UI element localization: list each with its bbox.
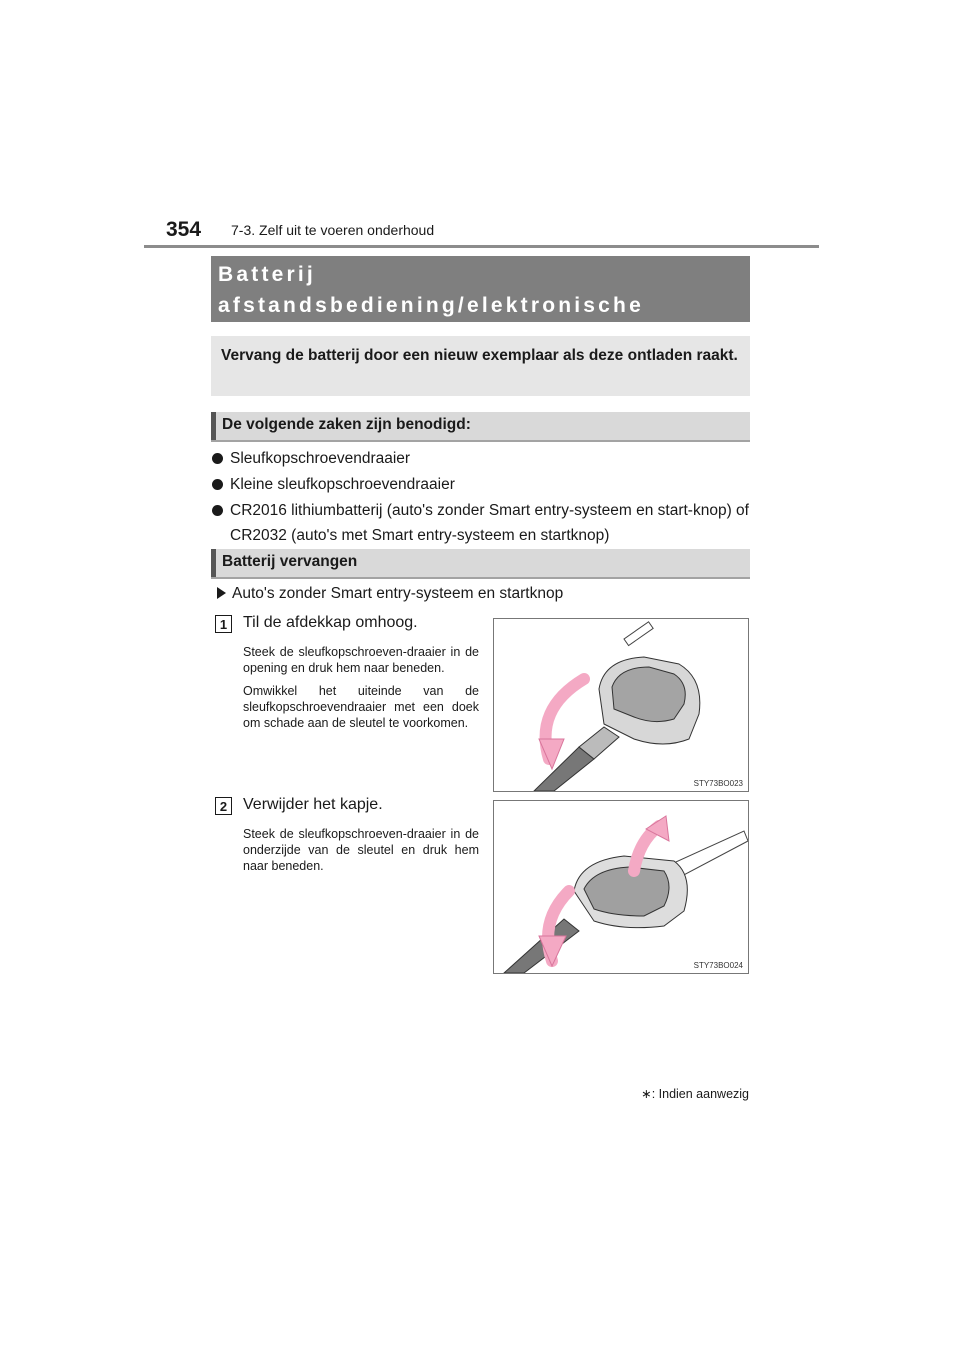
step-title: Til de afdekkap omhoog.	[243, 614, 418, 631]
figure-code: STY73BO023	[693, 779, 743, 788]
needed-list	[211, 446, 751, 549]
header-rule	[144, 245, 819, 248]
step-description: Steek de sleufkopschroeven-draaier in de onderzijde van de sleutel en druk hem naar beneden.	[243, 827, 479, 873]
intro-box	[211, 336, 750, 396]
figure-code: STY73BO024	[693, 961, 743, 970]
triangle-icon	[217, 587, 226, 599]
section-title: 7-3. Zelf uit te voeren onderhoud	[231, 222, 435, 238]
list-item: CR2016 lithiumbatterij (auto's zonder Smart entry-systeem en start-knop) of CR2032 (auto's met Smart entry-systeem en startknop)	[211, 498, 751, 548]
page-header	[166, 218, 816, 244]
page-number: 354	[166, 218, 202, 241]
step-number: 2	[215, 797, 232, 815]
figure-remove-cap	[493, 800, 749, 974]
page-title: Batterij afstandsbediening/elektronische	[218, 259, 743, 358]
replace-heading: Batterij vervangen	[211, 549, 750, 579]
footnote: ∗: Indien aanwezig	[641, 1087, 749, 1101]
list-item: Sleufkopschroevendraaier	[211, 446, 751, 471]
bullet-icon	[212, 453, 223, 464]
condition-line: Auto's zonder Smart entry-systeem en startknop	[217, 585, 563, 603]
needed-heading: De volgende zaken zijn benodigd:	[211, 412, 750, 442]
page-title-box	[211, 256, 750, 322]
bullet-icon	[212, 505, 223, 516]
bullet-icon	[212, 479, 223, 490]
step-description: Steek de sleufkopschroeven-draaier in de opening en druk hem naar beneden. Omwikkel het uiteinde van de sleufkopschroevendraaier met een doek om schade aan de sleutel te voorkomen.	[243, 645, 479, 730]
step-title: Verwijder het kapje.	[243, 796, 383, 813]
figure-lift-cover	[493, 618, 749, 792]
list-item: Kleine sleufkopschroevendraaier	[211, 472, 751, 497]
intro-text: Vervang de batterij door een nieuw exemplaar als deze ontladen raakt.	[221, 347, 738, 364]
step-number: 1	[215, 615, 232, 633]
